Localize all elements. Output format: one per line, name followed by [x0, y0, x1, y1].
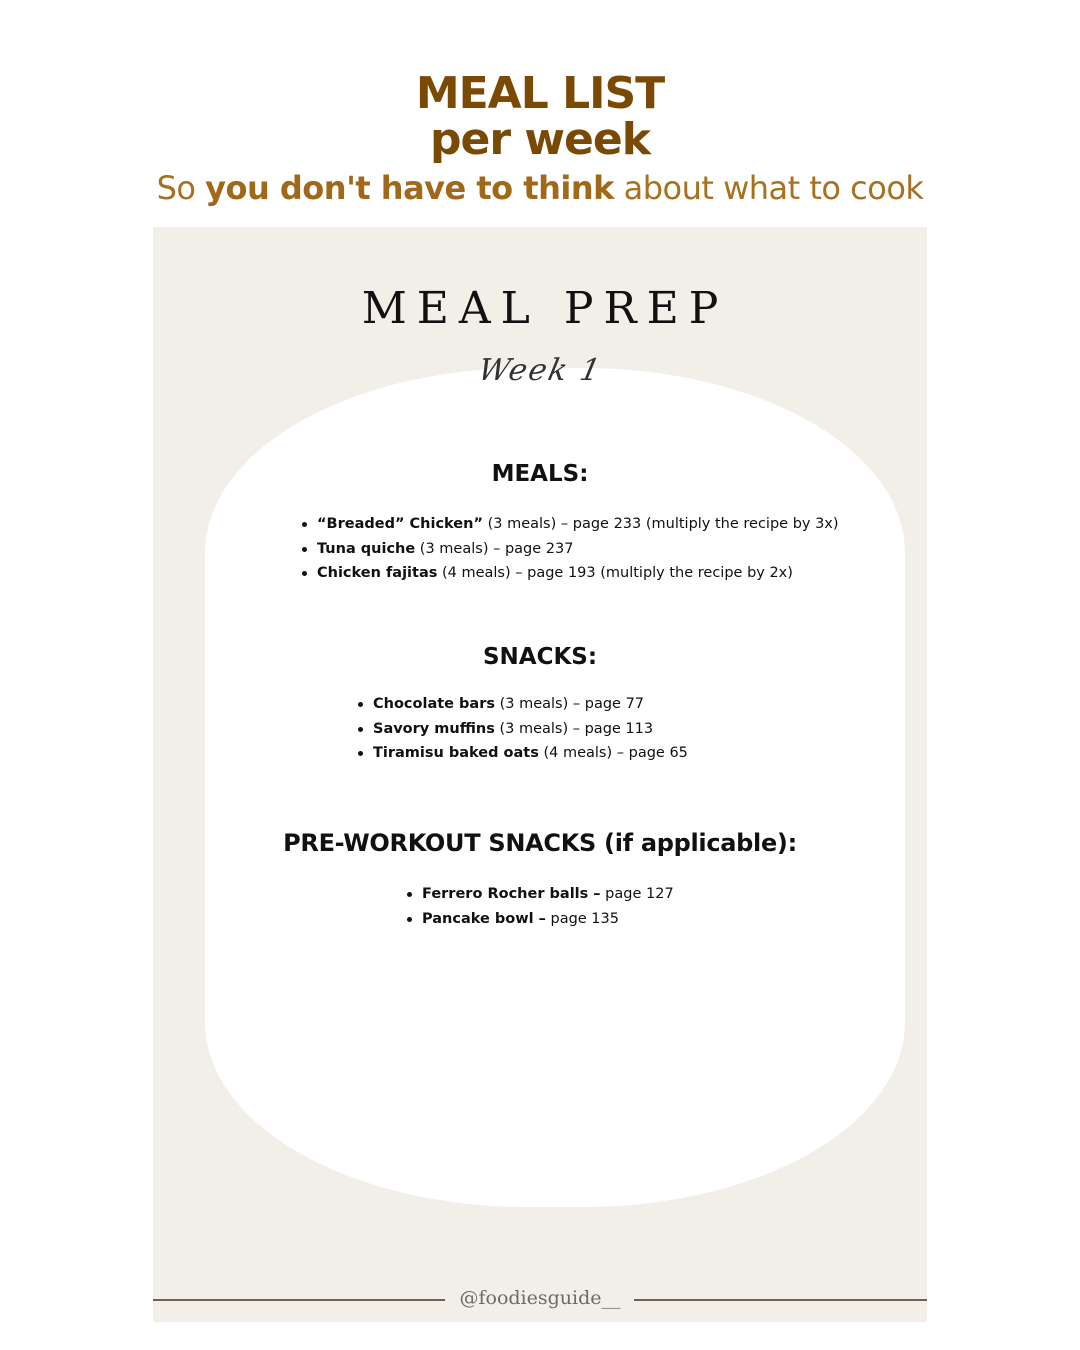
title-line-2: per week [430, 114, 650, 165]
section-title-meals: MEALS: [491, 461, 589, 487]
subtitle-pre: So [156, 169, 206, 207]
list-item: Tuna quiche (3 meals) – page 237 [300, 537, 839, 562]
card-title: MEAL PREP [361, 283, 729, 334]
list-item: Tiramisu baked oats (4 meals) – page 65 [356, 741, 688, 766]
list-item: “Breaded” Chicken” (3 meals) – page 233 (multiply the recipe by 3x) [300, 512, 839, 537]
list-item: Savory muffins (3 meals) – page 113 [356, 717, 688, 742]
list-item: Ferrero Rocher balls – page 127 [405, 882, 674, 907]
social-handle: @foodiesguide__ [459, 1287, 621, 1309]
meal-prep-card [153, 227, 927, 1322]
meals-list [300, 512, 839, 586]
subtitle-post: about what to cook [613, 169, 924, 207]
content-oval [205, 368, 905, 1207]
list-item: Pancake bowl – page 135 [405, 907, 674, 932]
pre-workout-list [405, 882, 674, 931]
subtitle [0, 166, 1080, 210]
subtitle-bold: you don't have to think [205, 169, 614, 207]
section-title-pre-workout: PRE-WORKOUT SNACKS (if applicable): [283, 829, 797, 857]
snacks-list [356, 692, 688, 766]
list-item: Chocolate bars (3 meals) – page 77 [356, 692, 688, 717]
list-item: Chicken fajitas (4 meals) – page 193 (multiply the recipe by 2x) [300, 561, 839, 586]
footer-divider-right [634, 1299, 927, 1301]
title-line-1: MEAL LIST [415, 68, 665, 119]
section-title-snacks: SNACKS: [482, 644, 598, 670]
week-label: Week 1 [475, 353, 606, 388]
